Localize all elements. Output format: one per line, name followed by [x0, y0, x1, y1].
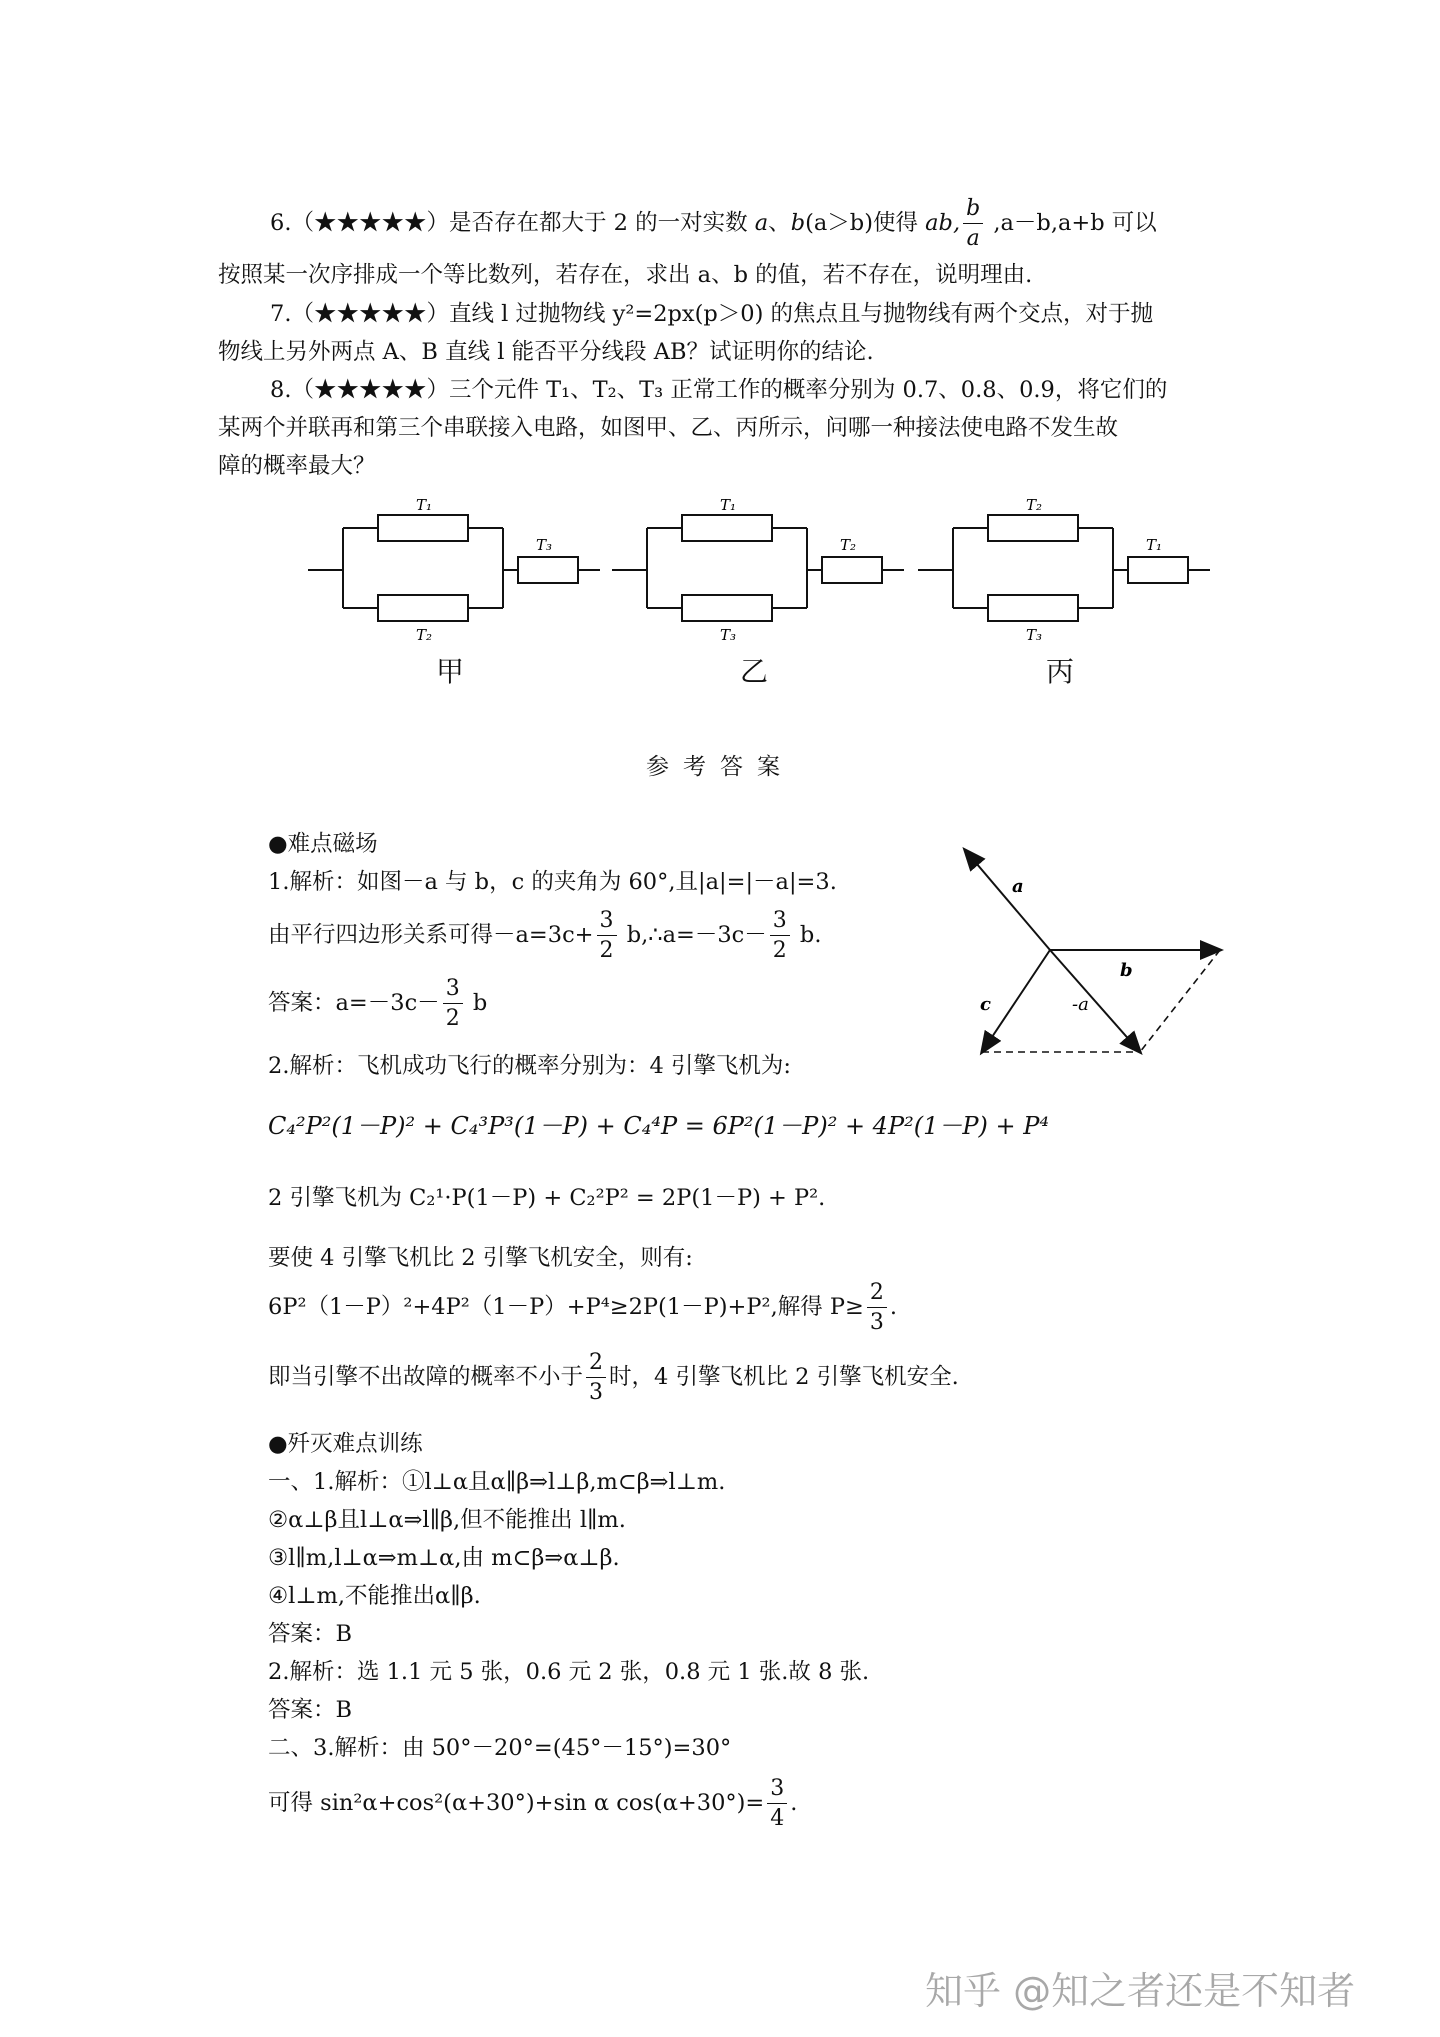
component-label-series: T₃ [536, 536, 553, 554]
fraction-3-over-2: $\frac{3}{2}$ [443, 978, 463, 1030]
problem-6-line-1: 6.（★★★★★）是否存在都大于 2 的一对实数 a、b(a＞b)使得 ab, $\frac{b}{a}$ ,a－b,a+b 可以 [270, 196, 1157, 251]
vector-a-arrow [965, 850, 1050, 950]
fraction-3-over-4: $\frac{3}{4}$ [767, 1778, 787, 1830]
component-label-top: T₂ [1026, 496, 1043, 514]
circuit-label-bing: 丙 [1046, 655, 1075, 688]
q2-formula-2: 2 引擎飞机为 C₂¹·P(1－P) + C₂²P² = 2P(1－P) + P². [268, 1185, 826, 1211]
vector-c-arrow [982, 950, 1050, 1052]
fraction-2-over-3: $\frac{2}{3}$ [586, 1352, 606, 1404]
section-heading-jianmie: ●歼灭难点训练 [268, 1431, 423, 1457]
q2-line-6: 即当引擎不出故障的概率不小于 $\frac{2}{3}$ 时，4 引擎飞机比 2 引擎飞机安全. [268, 1350, 959, 1405]
section2-line-5: 答案：B [268, 1621, 353, 1647]
fraction-b-over-a: $\frac{b}{a}$ [963, 198, 983, 250]
fraction-3-over-2: $\frac{3}{2}$ [770, 910, 790, 962]
problem-7-line-1: 7.（★★★★★）直线 l 过抛物线 y²=2px(p＞0) 的焦点且与抛物线有两个交点，对于抛 [270, 301, 1154, 327]
component-label-top: T₁ [720, 496, 737, 514]
resistor-top [682, 515, 772, 541]
vector-label-c: c [980, 994, 991, 1015]
section2-line-3: ③l∥m,l⊥α⇒m⊥α,由 m⊂β⇒α⊥β. [268, 1545, 620, 1571]
vector-label-a: a [1012, 876, 1024, 897]
component-label-top: T₁ [416, 496, 433, 514]
section2-line-2: ②α⊥β且l⊥α⇒l∥β,但不能推出 l∥m. [268, 1507, 626, 1533]
component-label-bottom: T₃ [1026, 626, 1043, 644]
section-heading-nandian-cichang: ●难点磁场 [268, 831, 378, 857]
resistor-bottom [988, 595, 1078, 621]
component-label-series: T₂ [840, 536, 857, 554]
problem-8-line-2: 某两个并联再和第三个串联接入电路，如图甲、乙、丙所示，问哪一种接法使电路不发生故 [218, 415, 1119, 441]
fraction-3-over-2: $\frac{3}{2}$ [597, 910, 617, 962]
q2-line-5: 6P²（1－P）²+4P²（1－P）+P⁴≥2P(1－P)+P²,解得 P≥ $\frac{2}{3}$ . [268, 1280, 898, 1335]
problem-7-line-2: 物线上另外两点 A、B 直线 l 能否平分线段 AB？试证明你的结论. [218, 339, 874, 365]
section2-line-4: ④l⊥m,不能推出α∥β. [268, 1583, 481, 1609]
section2-line-1: 一、1.解析：①l⊥α且α∥β⇒l⊥β,m⊂β⇒l⊥m. [268, 1469, 726, 1495]
resistor-series [1128, 557, 1188, 583]
vector-label-b: b [1120, 960, 1133, 981]
circuit-label-jia: 甲 [436, 655, 465, 688]
zhihu-watermark: 知乎 @知之者还是不知者 [925, 1969, 1356, 2013]
resistor-top [378, 515, 468, 541]
circuit-label-yi: 乙 [740, 655, 769, 688]
component-label-series: T₁ [1146, 536, 1163, 554]
q1-line-2: 由平行四边形关系可得－a=3c+ $\frac{3}{2}$ b,∴a=－3c－ $\frac{3}{2}$ b. [268, 908, 822, 963]
problem-8-line-3: 障的概率最大？ [218, 453, 376, 479]
q2-line-1: 2.解析：飞机成功飞行的概率分别为：4 引擎飞机为: [268, 1053, 792, 1079]
q2-line-4: 要使 4 引擎飞机比 2 引擎飞机安全，则有: [268, 1245, 693, 1271]
circuit-diagrams [0, 490, 1440, 690]
section2-line-6: 2.解析：选 1.1 元 5 张，0.6 元 2 张，0.8 元 1 张.故 8 张. [268, 1659, 870, 1685]
section2-line-8: 二、3.解析：由 50°－20°=(45°－15°)=30° [268, 1735, 732, 1761]
resistor-series [518, 557, 578, 583]
section2-line-9: 可得 sin²α+cos²(α+30°)+sin α cos(α+30°)= $\frac{3}{4}$ . [268, 1776, 798, 1831]
resistor-bottom [682, 595, 772, 621]
resistor-top [988, 515, 1078, 541]
answers-title: 参考答案 [646, 754, 794, 780]
q2-formula-1: C₄²P²(1－P)² + C₄³P³(1－P) + C₄⁴P = 6P²(1－P)² + 4P²(1－P) + P⁴ [268, 1112, 1050, 1140]
section2-line-7: 答案：B [268, 1697, 353, 1723]
fraction-2-over-3: $\frac{2}{3}$ [867, 1282, 887, 1334]
q1-answer: 答案：a=－3c－ $\frac{3}{2}$ b [268, 976, 488, 1031]
vector-diagram [950, 830, 1240, 1070]
component-label-bottom: T₃ [720, 626, 737, 644]
vector-label-neg-a: -a [1072, 994, 1089, 1015]
problem-8-line-1: 8.（★★★★★）三个元件 T₁、T₂、T₃ 正常工作的概率分别为 0.7、0.8、0.9，将它们的 [270, 377, 1168, 403]
problem-6-line-2: 按照某一次序排成一个等比数列，若存在，求出 a、b 的值，若不存在，说明理由. [218, 262, 1033, 288]
resistor-bottom [378, 595, 468, 621]
dashed-line-right [1140, 950, 1220, 1052]
component-label-bottom: T₂ [416, 626, 433, 644]
q1-line-1: 1.解析：如图－a 与 b，c 的夹角为 60°,且|a|=|－a|=3. [268, 869, 837, 895]
resistor-series [822, 557, 882, 583]
